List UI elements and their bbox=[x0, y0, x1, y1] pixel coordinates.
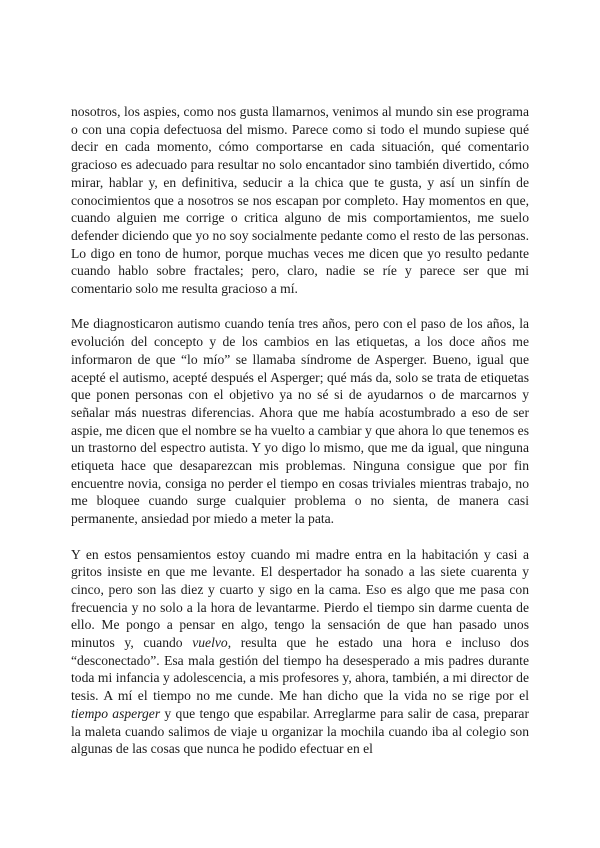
paragraph-3-text-a: Y en estos pensamientos estoy cuando mi madre entra en la habitación y casi a gritos insiste en que me levante. El despertador ha sonado a las siete cuarenta y cinco, pero son las diez y cuarto y sigo en la cama. Eso es algo que me pasa con frecuencia y no solo a la hora de levantarme. Pierdo el tiempo sin darme cuenta de ello. Me pongo a pensar en algo, tengo la sensación de que han pasado unos minutos y, cuando bbox=[71, 546, 529, 651]
paragraph-1-text: nosotros, los aspies, como nos gusta llamarnos, venimos al mundo sin ese programa o con una copia defectuosa del mismo. Parece como si todo el mundo supiese qué decir en cada momento, cómo comportarse en cada situación, qué comentario gracioso es adecuado para resultar no solo encantador sino también divertido, cómo mirar, hablar y, en definitiva, seducir a la chica que te gusta, y así un sinfín de conocimientos que a nosotros se nos escapan por completo. Hay momentos en que, cuando alguien me corrige o critica alguno de mis comportamientos, me suelo defender diciendo que yo no soy socialmente pedante como el resto de las personas. Lo digo en tono de humor, porque muchas veces me dicen que yo resulto pedante cuando hablo sobre fractales; pero, claro, nadie se ríe y parece ser que mi comentario solo me resulta gracioso a mí. bbox=[71, 104, 529, 297]
paragraph-3 bbox=[71, 546, 529, 758]
paragraph-2-text: Me diagnosticaron autismo cuando tenía tres años, pero con el paso de los años, la evolución del concepto y de los cambios en las etiquetas, a los doce años me informaron de que “lo mío” se llamaba síndrome de Asperger. Bueno, igual que acepté el autismo, acepté después el Asperger; qué más da, solo se trata de etiquetas que ponen personas con el objetivo ya no sé si de ayudarnos o de marcarnos y señalar más nuestras diferencias. Ahora que me había acostumbrado a eso de ser aspie, me dicen que el nombre se ha vuelto a cambiar y que ahora lo que tenemos es un trastorno del espectro autista. Y yo digo lo mismo, que me da igual, que ninguna etiqueta hace que desaparezcan mis problemas. Ninguna consigue que por fin encuentre novia, consiga no perder el tiempo en cosas triviales mientras trabajo, no me bloquee cuando surge cualquier problema o no sienta, de manera casi permanente, ansiedad por miedo a meter la pata. bbox=[71, 316, 529, 527]
paragraph-3-italic-vuelvo: vuelvo bbox=[192, 635, 228, 651]
paragraph-1 bbox=[71, 103, 529, 298]
paragraph-3-text-b: , resulta que he estado una hora e incluso dos “desconectado”. Esa mala gestión del tiempo ha desesperado a mis padres durante toda mi infancia y adolescencia, a mis profesores y, ahora, también, a mi director de tesis. A mí el tiempo no me cunde. Me han dicho que la vida no se rige por el bbox=[71, 635, 529, 704]
paragraph-3-italic-tiempo-asperger: tiempo asperger bbox=[71, 705, 161, 721]
paragraph-2 bbox=[71, 315, 529, 527]
paragraph-3-text-c: y que tengo que espabilar. Arreglarme para salir de casa, preparar la maleta cuando salimos de viaje u organizar la mochila cuando iba al colegio son algunas de las cosas que nunca he podido efectuar en el bbox=[71, 705, 529, 757]
body-text bbox=[71, 103, 529, 776]
